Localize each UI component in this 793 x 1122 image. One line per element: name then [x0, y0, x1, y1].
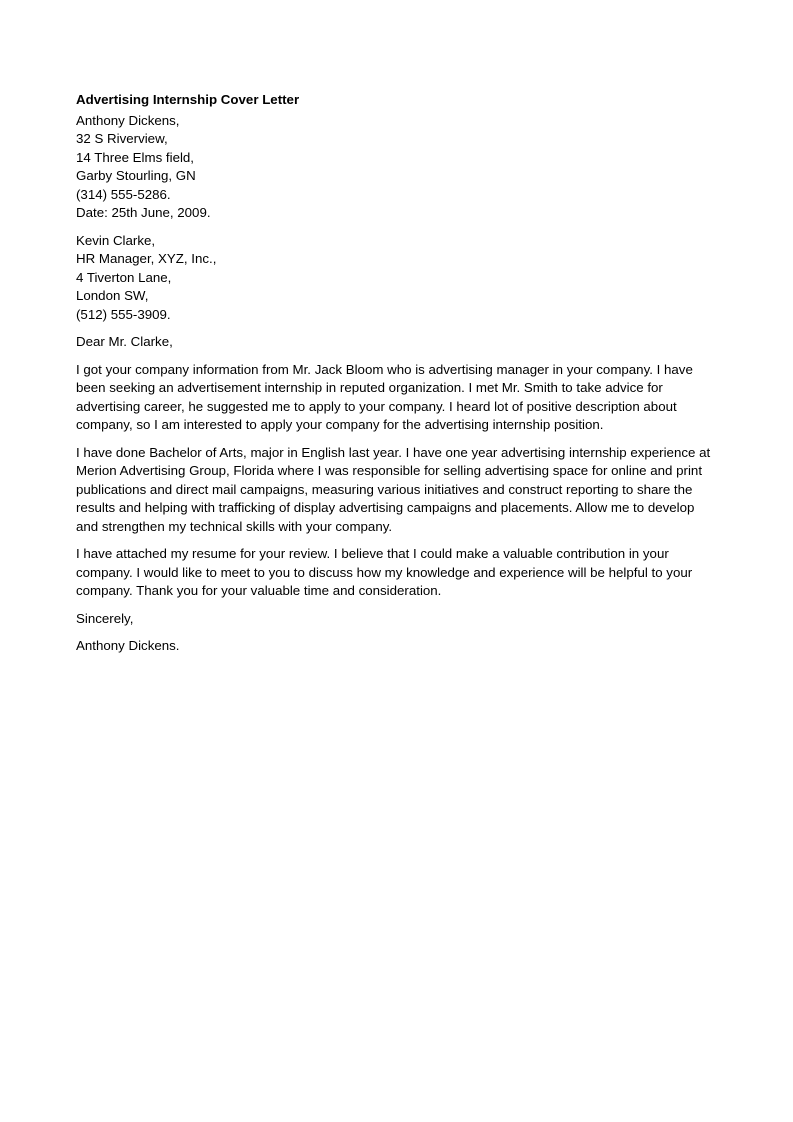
- sender-address: [76, 112, 696, 223]
- letter-date: Date: 25th June, 2009.: [76, 205, 211, 220]
- sender-street: 32 S Riverview,: [76, 131, 168, 146]
- body-paragraph-2: [76, 444, 711, 537]
- paragraph-line: advertising career, he suggested me to apply to your company. I heard lot of positive description about: [76, 398, 677, 414]
- recipient-phone: (512) 555-3909.: [76, 306, 171, 322]
- paragraph-line: I have done Bachelor of Arts, major in English last year. I have one year advertising internship experience at: [76, 444, 711, 460]
- paragraph-line: results and helping with trafficking of display advertising campaigns and placements. Allow me to develop: [76, 500, 695, 515]
- sender-city: Garby Stourling, GN: [76, 168, 196, 183]
- signature: Anthony Dickens.: [76, 638, 180, 653]
- salutation: Dear Mr. Clarke,: [76, 334, 173, 349]
- paragraph-line: I got your company information from Mr. Jack Bloom who is advertising manager in your company. I have: [76, 361, 693, 377]
- recipient-city: London SW,: [76, 288, 149, 303]
- document-title: Advertising Internship Cover Letter: [76, 92, 300, 107]
- body-paragraph-3: [76, 545, 696, 601]
- recipient-address: [76, 232, 696, 325]
- paragraph-line: been seeking an advertisement internship in reputed organization. I met Mr. Smith to take advice for: [76, 380, 663, 395]
- sender-phone: (314) 555-5286.: [76, 186, 171, 202]
- letter-page: [76, 91, 711, 665]
- paragraph-line: publications and direct mail campaigns, measuring various initiatives and construct reporting to share the: [76, 481, 693, 497]
- paragraph-line: I have attached my resume for your review. I believe that I could make a valuable contribution in your: [76, 546, 669, 561]
- paragraph-line: and strengthen my technical skills with your company.: [76, 518, 393, 534]
- paragraph-line: company. I would like to meet to you to discuss how my knowledge and experience will be helpful to your: [76, 564, 693, 580]
- recipient-street: 4 Tiverton Lane,: [76, 269, 172, 285]
- recipient-title: HR Manager, XYZ, Inc.,: [76, 251, 217, 266]
- paragraph-line: Merion Advertising Group, Florida where I was responsible for selling advertising space for online and print: [76, 463, 703, 478]
- sender-locality: 14 Three Elms field,: [76, 149, 195, 165]
- body-paragraph-1: [76, 361, 696, 435]
- paragraph-line: company, so I am interested to apply your company for the advertising internship position.: [76, 417, 604, 432]
- paragraph-line: company. Thank you for your valuable time and consideration.: [76, 583, 442, 598]
- closing: Sincerely,: [76, 610, 134, 626]
- sender-name: Anthony Dickens,: [76, 112, 180, 128]
- recipient-name: Kevin Clarke,: [76, 232, 156, 248]
